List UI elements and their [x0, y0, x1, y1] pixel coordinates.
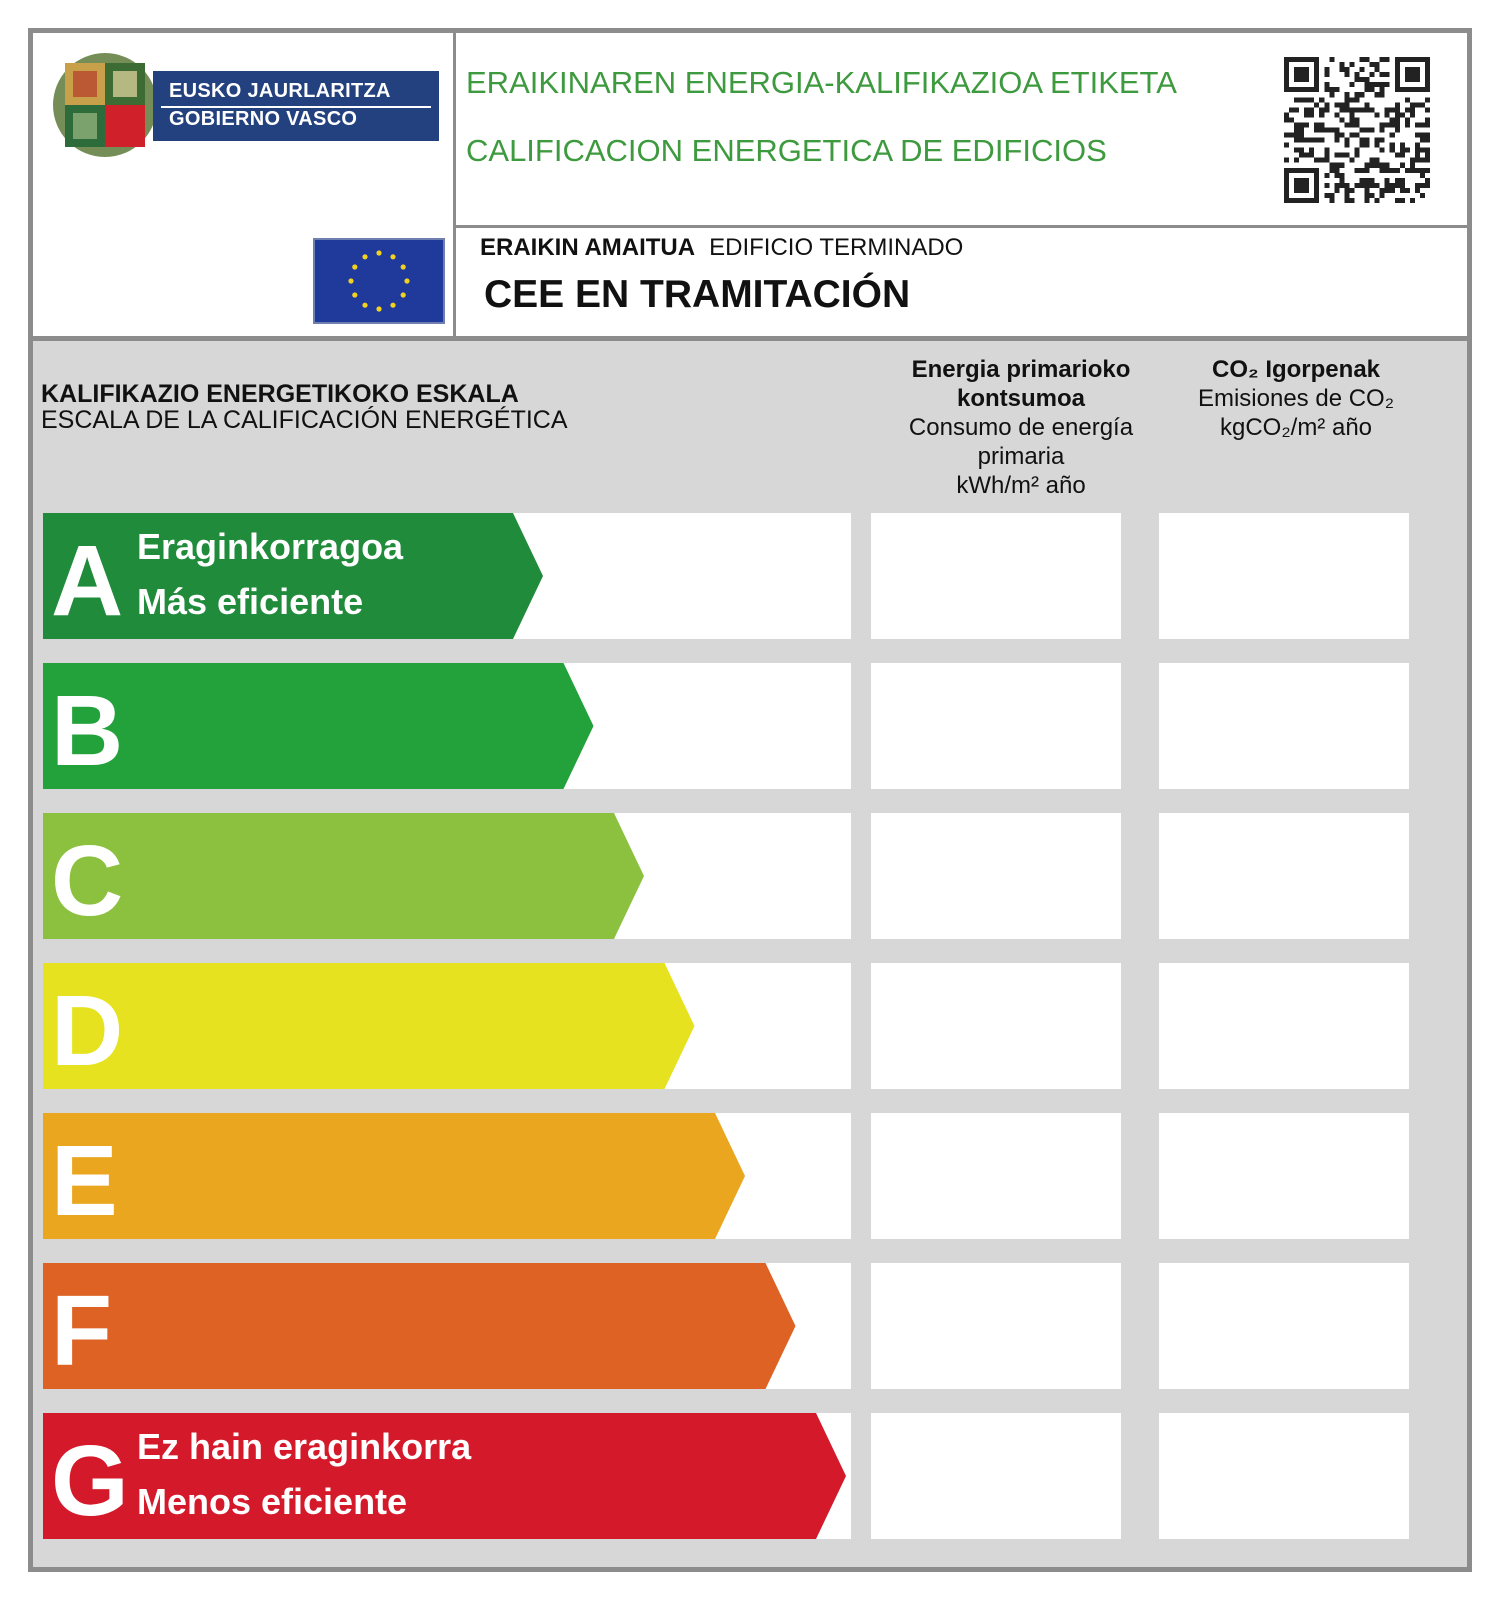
eu-star-icon	[404, 278, 409, 283]
co2-value-cell-b	[1159, 663, 1409, 789]
rating-lanes	[43, 511, 851, 1563]
rating-letter: A	[51, 525, 124, 637]
rating-bar-c	[43, 813, 644, 939]
energy-column-header	[871, 355, 1171, 500]
label-header	[33, 33, 1467, 341]
rating-letter: B	[51, 675, 124, 787]
energy-unit: kWh/m² año	[956, 472, 1086, 499]
rating-bar-f	[43, 1263, 796, 1389]
eu-star-icon	[401, 292, 406, 297]
rating-label-spanish: Más eficiente	[137, 581, 364, 622]
co2-value-cell-c	[1159, 813, 1409, 939]
rating-arrow-c	[43, 813, 644, 939]
energy-value-cell-d	[871, 963, 1121, 1089]
label-title-basque: ERAIKINAREN ENERGIA-KALIFIKAZIOA ETIKETA	[466, 65, 1177, 100]
gov-name-basque: EUSKO JAURLARITZA	[169, 80, 391, 102]
rating-label-basque: Ez hain eraginkorra	[137, 1426, 472, 1467]
rating-scale	[33, 341, 1467, 1567]
energy-value-cell-e	[871, 1113, 1121, 1239]
coat-of-arms-icon	[49, 47, 161, 163]
rating-label-basque: Eraginkorragoa	[137, 526, 404, 567]
rating-bar-d	[43, 963, 695, 1089]
co2-column-header	[1161, 355, 1431, 442]
certificate-status: CEE EN TRAMITACIÓN	[484, 273, 911, 316]
energy-value-cell-g	[871, 1413, 1121, 1539]
energy-title-basque-2: kontsumoa	[956, 385, 1085, 412]
rating-letter: F	[51, 1275, 113, 1387]
qr-code-icon	[1284, 57, 1430, 203]
energy-title-spanish-2: primaria	[977, 443, 1065, 470]
eu-star-icon	[401, 264, 406, 269]
scale-title-basque: KALIFIKAZIO ENERGETIKOKO ESKALA	[41, 380, 519, 408]
energy-title-spanish-1: Consumo de energía	[908, 414, 1134, 441]
rating-arrow-f	[43, 1263, 796, 1389]
label-title-spanish: CALIFICACION ENERGETICA DE EDIFICIOS	[466, 133, 1107, 168]
rating-letter: D	[51, 975, 124, 1087]
eu-star-icon	[352, 264, 357, 269]
rating-arrow-e	[43, 1113, 745, 1239]
rating-label-spanish: Menos eficiente	[137, 1481, 408, 1522]
eu-star-icon	[390, 254, 395, 259]
eu-star-icon	[348, 278, 353, 283]
eu-star-icon	[362, 303, 367, 308]
rating-letter: C	[51, 825, 124, 937]
co2-value-cell-g	[1159, 1413, 1409, 1539]
energy-label	[28, 28, 1472, 1572]
eu-star-icon	[376, 250, 381, 255]
co2-value-cell-d	[1159, 963, 1409, 1089]
rating-arrow-d	[43, 963, 695, 1089]
energy-title-basque-1: Energia primarioko	[911, 356, 1131, 383]
eu-star-icon	[362, 254, 367, 259]
banner-divider	[161, 106, 431, 108]
title-cell	[456, 33, 1467, 228]
rating-bars	[43, 511, 851, 1563]
building-status	[480, 234, 963, 262]
status-cell	[456, 228, 1467, 336]
eu-star-icon	[352, 292, 357, 297]
scale-title-spanish: ESCALA DE LA CALIFICACIÓN ENERGÉTICA	[41, 406, 568, 434]
rating-bar-e	[43, 1113, 745, 1239]
eu-flag-icon	[313, 238, 445, 324]
rating-bar-b	[43, 663, 594, 789]
eu-star-icon	[390, 303, 395, 308]
eu-stars-icon	[315, 240, 443, 322]
energy-value-cell-a	[871, 513, 1121, 639]
rating-arrow-b	[43, 663, 594, 789]
eu-star-icon	[376, 306, 381, 311]
energy-value-cell-f	[871, 1263, 1121, 1389]
rating-bar-a	[43, 513, 543, 639]
building-status-spanish: EDIFICIO TERMINADO	[709, 234, 964, 261]
rating-letter: E	[51, 1125, 118, 1237]
co2-title-basque: CO₂ Igorpenak	[1211, 356, 1381, 383]
co2-value-cell-e	[1159, 1113, 1409, 1239]
co2-unit: kgCO₂/m² año	[1219, 414, 1373, 441]
rating-bar-g	[43, 1413, 846, 1539]
co2-title-spanish: Emisiones de CO₂	[1197, 385, 1395, 412]
rating-letter: G	[51, 1425, 129, 1537]
logo-cell	[33, 33, 456, 336]
scale-title	[41, 381, 568, 433]
energy-value-cell-c	[871, 813, 1121, 939]
gov-name-spanish: GOBIERNO VASCO	[169, 108, 358, 130]
building-status-basque: ERAIKIN AMAITUA	[480, 234, 696, 261]
energy-value-cell-b	[871, 663, 1121, 789]
government-name-banner	[153, 71, 439, 141]
co2-value-cell-a	[1159, 513, 1409, 639]
co2-value-cell-f	[1159, 1263, 1409, 1389]
